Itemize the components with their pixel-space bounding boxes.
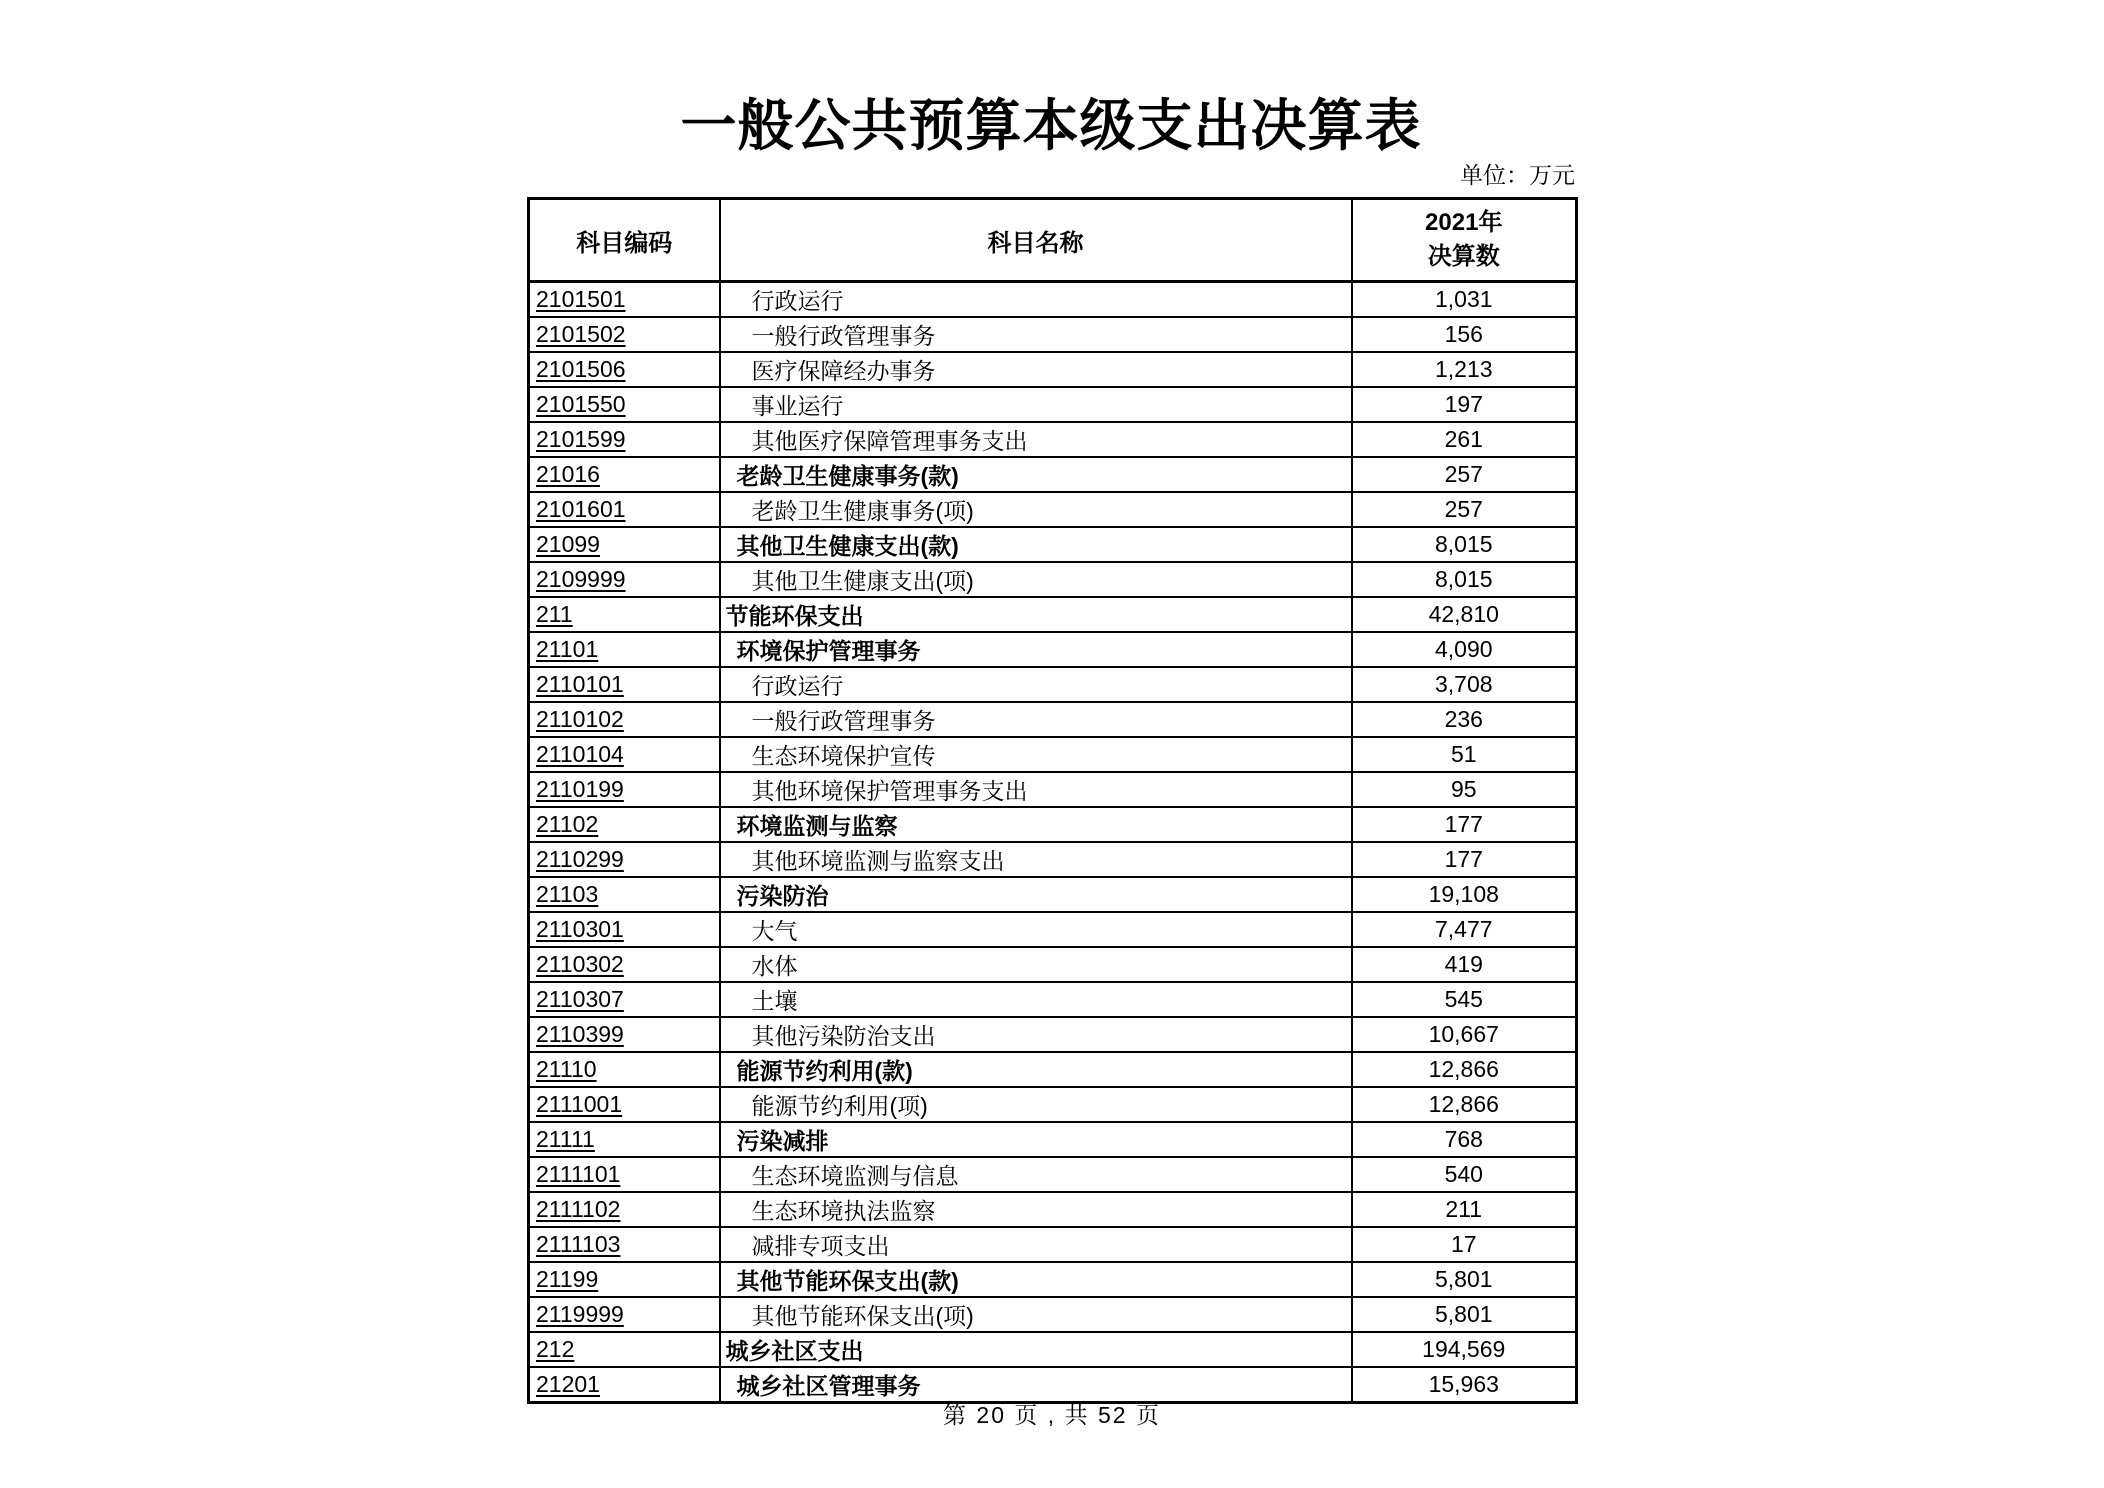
table-row xyxy=(529,527,1577,562)
table-row xyxy=(529,352,1577,387)
subject-code-cell: 2101599 xyxy=(529,422,720,457)
subject-name-cell: 城乡社区管理事务 xyxy=(720,1367,1352,1403)
subject-code-cell: 211 xyxy=(529,597,720,632)
subject-code-cell: 2110302 xyxy=(529,947,720,982)
subject-value-cell: 7,477 xyxy=(1352,912,1577,947)
subject-name-cell: 老龄卫生健康事务(项) xyxy=(720,492,1352,527)
subject-code-cell: 2101601 xyxy=(529,492,720,527)
subject-code-cell: 21201 xyxy=(529,1367,720,1403)
subject-name-cell: 老龄卫生健康事务(款) xyxy=(720,457,1352,492)
subject-value-cell: 12,866 xyxy=(1352,1087,1577,1122)
page-number-indicator: 第 20 页 , 共 52 页 xyxy=(943,1402,1161,1428)
header-subject-name: 科目名称 xyxy=(720,199,1352,282)
subject-value-cell: 10,667 xyxy=(1352,1017,1577,1052)
table-row xyxy=(529,1122,1577,1157)
subject-name-cell: 土壤 xyxy=(720,982,1352,1017)
subject-code-cell: 2110307 xyxy=(529,982,720,1017)
table-row xyxy=(529,282,1577,318)
table-row xyxy=(529,492,1577,527)
subject-code-cell: 21101 xyxy=(529,632,720,667)
subject-name-cell: 污染防治 xyxy=(720,877,1352,912)
table-row xyxy=(529,1052,1577,1087)
unit-label: 单位：万元 xyxy=(1460,162,1575,188)
table-row xyxy=(529,597,1577,632)
subject-value-cell: 19,108 xyxy=(1352,877,1577,912)
table-row xyxy=(529,1087,1577,1122)
table-row xyxy=(529,422,1577,457)
subject-code-cell: 2101506 xyxy=(529,352,720,387)
table-row xyxy=(529,562,1577,597)
subject-value-cell: 3,708 xyxy=(1352,667,1577,702)
subject-value-cell: 8,015 xyxy=(1352,562,1577,597)
table-row xyxy=(529,1157,1577,1192)
subject-name-cell: 减排专项支出 xyxy=(720,1227,1352,1262)
subject-value-cell: 51 xyxy=(1352,737,1577,772)
subject-name-cell: 行政运行 xyxy=(720,282,1352,318)
table-row xyxy=(529,982,1577,1017)
subject-code-cell: 2110101 xyxy=(529,667,720,702)
subject-name-cell: 其他卫生健康支出(款) xyxy=(720,527,1352,562)
subject-name-cell: 其他节能环保支出(款) xyxy=(720,1262,1352,1297)
subject-name-cell: 其他医疗保障管理事务支出 xyxy=(720,422,1352,457)
subject-name-cell: 医疗保障经办事务 xyxy=(720,352,1352,387)
subject-name-cell: 其他卫生健康支出(项) xyxy=(720,562,1352,597)
table-row xyxy=(529,842,1577,877)
table-row xyxy=(529,632,1577,667)
subject-value-cell: 17 xyxy=(1352,1227,1577,1262)
subject-value-cell: 261 xyxy=(1352,422,1577,457)
subject-value-cell: 211 xyxy=(1352,1192,1577,1227)
subject-name-cell: 大气 xyxy=(720,912,1352,947)
subject-code-cell: 2101550 xyxy=(529,387,720,422)
subject-value-cell: 257 xyxy=(1352,457,1577,492)
subject-name-cell: 一般行政管理事务 xyxy=(720,702,1352,737)
table-row xyxy=(529,457,1577,492)
header-2021-final-figure xyxy=(1352,199,1577,282)
subject-name-cell: 其他污染防治支出 xyxy=(720,1017,1352,1052)
subject-name-cell: 生态环境保护宣传 xyxy=(720,737,1352,772)
subject-value-cell: 95 xyxy=(1352,772,1577,807)
subject-code-cell: 21199 xyxy=(529,1262,720,1297)
subject-name-cell: 一般行政管理事务 xyxy=(720,317,1352,352)
subject-value-cell: 12,866 xyxy=(1352,1052,1577,1087)
subject-value-cell: 1,213 xyxy=(1352,352,1577,387)
subject-value-cell: 177 xyxy=(1352,807,1577,842)
subject-value-cell: 42,810 xyxy=(1352,597,1577,632)
subject-value-cell: 177 xyxy=(1352,842,1577,877)
subject-code-cell: 2111102 xyxy=(529,1192,720,1227)
subject-value-cell: 197 xyxy=(1352,387,1577,422)
subject-name-cell: 城乡社区支出 xyxy=(720,1332,1352,1367)
subject-value-cell: 545 xyxy=(1352,982,1577,1017)
table-row xyxy=(529,877,1577,912)
subject-code-cell: 21110 xyxy=(529,1052,720,1087)
subject-code-cell: 2110299 xyxy=(529,842,720,877)
subject-code-cell: 2110301 xyxy=(529,912,720,947)
table-row xyxy=(529,667,1577,702)
subject-value-cell: 5,801 xyxy=(1352,1297,1577,1332)
table-row xyxy=(529,737,1577,772)
subject-code-cell: 21016 xyxy=(529,457,720,492)
table-row xyxy=(529,387,1577,422)
subject-value-cell: 540 xyxy=(1352,1157,1577,1192)
subject-code-cell: 21099 xyxy=(529,527,720,562)
table-row xyxy=(529,1192,1577,1227)
subject-name-cell: 生态环境执法监察 xyxy=(720,1192,1352,1227)
subject-code-cell: 2119999 xyxy=(529,1297,720,1332)
header-value-line2: 决算数 xyxy=(1427,243,1500,270)
table-body xyxy=(529,282,1577,1403)
table-header-row xyxy=(529,199,1577,282)
subject-name-cell: 其他环境监测与监察支出 xyxy=(720,842,1352,877)
subject-code-cell: 21102 xyxy=(529,807,720,842)
budget-table xyxy=(527,197,1578,1404)
subject-name-cell: 其他节能环保支出(项) xyxy=(720,1297,1352,1332)
subject-value-cell: 4,090 xyxy=(1352,632,1577,667)
subject-code-cell: 2110199 xyxy=(529,772,720,807)
subject-code-cell: 2111001 xyxy=(529,1087,720,1122)
page-title: 一般公共预算本级支出决算表 xyxy=(680,94,1422,157)
subject-code-cell: 212 xyxy=(529,1332,720,1367)
subject-name-cell: 事业运行 xyxy=(720,387,1352,422)
subject-code-cell: 2111103 xyxy=(529,1227,720,1262)
header-value-line1: 2021年 xyxy=(1425,209,1503,236)
subject-value-cell: 156 xyxy=(1352,317,1577,352)
subject-code-cell: 2101502 xyxy=(529,317,720,352)
subject-name-cell: 生态环境监测与信息 xyxy=(720,1157,1352,1192)
subject-code-cell: 21111 xyxy=(529,1122,720,1157)
subject-value-cell: 419 xyxy=(1352,947,1577,982)
subject-value-cell: 194,569 xyxy=(1352,1332,1577,1367)
subject-name-cell: 环境监测与监察 xyxy=(720,807,1352,842)
subject-name-cell: 污染减排 xyxy=(720,1122,1352,1157)
subject-value-cell: 236 xyxy=(1352,702,1577,737)
subject-code-cell: 2110102 xyxy=(529,702,720,737)
subject-code-cell: 21103 xyxy=(529,877,720,912)
subject-name-cell: 行政运行 xyxy=(720,667,1352,702)
subject-value-cell: 257 xyxy=(1352,492,1577,527)
subject-value-cell: 1,031 xyxy=(1352,282,1577,318)
subject-name-cell: 水体 xyxy=(720,947,1352,982)
table-row xyxy=(529,807,1577,842)
subject-name-cell: 能源节约利用(项) xyxy=(720,1087,1352,1122)
subject-code-cell: 2111101 xyxy=(529,1157,720,1192)
subject-name-cell: 其他环境保护管理事务支出 xyxy=(720,772,1352,807)
table-row xyxy=(529,1017,1577,1052)
header-subject-code: 科目编码 xyxy=(529,199,720,282)
subject-value-cell: 768 xyxy=(1352,1122,1577,1157)
subject-code-cell: 2109999 xyxy=(529,562,720,597)
table-row xyxy=(529,772,1577,807)
table-row xyxy=(529,702,1577,737)
table-row xyxy=(529,317,1577,352)
subject-value-cell: 15,963 xyxy=(1352,1367,1577,1403)
subject-name-cell: 节能环保支出 xyxy=(720,597,1352,632)
subject-code-cell: 2101501 xyxy=(529,282,720,318)
table-row xyxy=(529,947,1577,982)
table-header xyxy=(529,199,1577,282)
subject-value-cell: 5,801 xyxy=(1352,1262,1577,1297)
subject-name-cell: 环境保护管理事务 xyxy=(720,632,1352,667)
table-row xyxy=(529,1332,1577,1367)
table-row xyxy=(529,1227,1577,1262)
subject-value-cell: 8,015 xyxy=(1352,527,1577,562)
subject-name-cell: 能源节约利用(款) xyxy=(720,1052,1352,1087)
table-row xyxy=(529,912,1577,947)
subject-code-cell: 2110104 xyxy=(529,737,720,772)
table-row xyxy=(529,1297,1577,1332)
table-row xyxy=(529,1262,1577,1297)
subject-code-cell: 2110399 xyxy=(529,1017,720,1052)
